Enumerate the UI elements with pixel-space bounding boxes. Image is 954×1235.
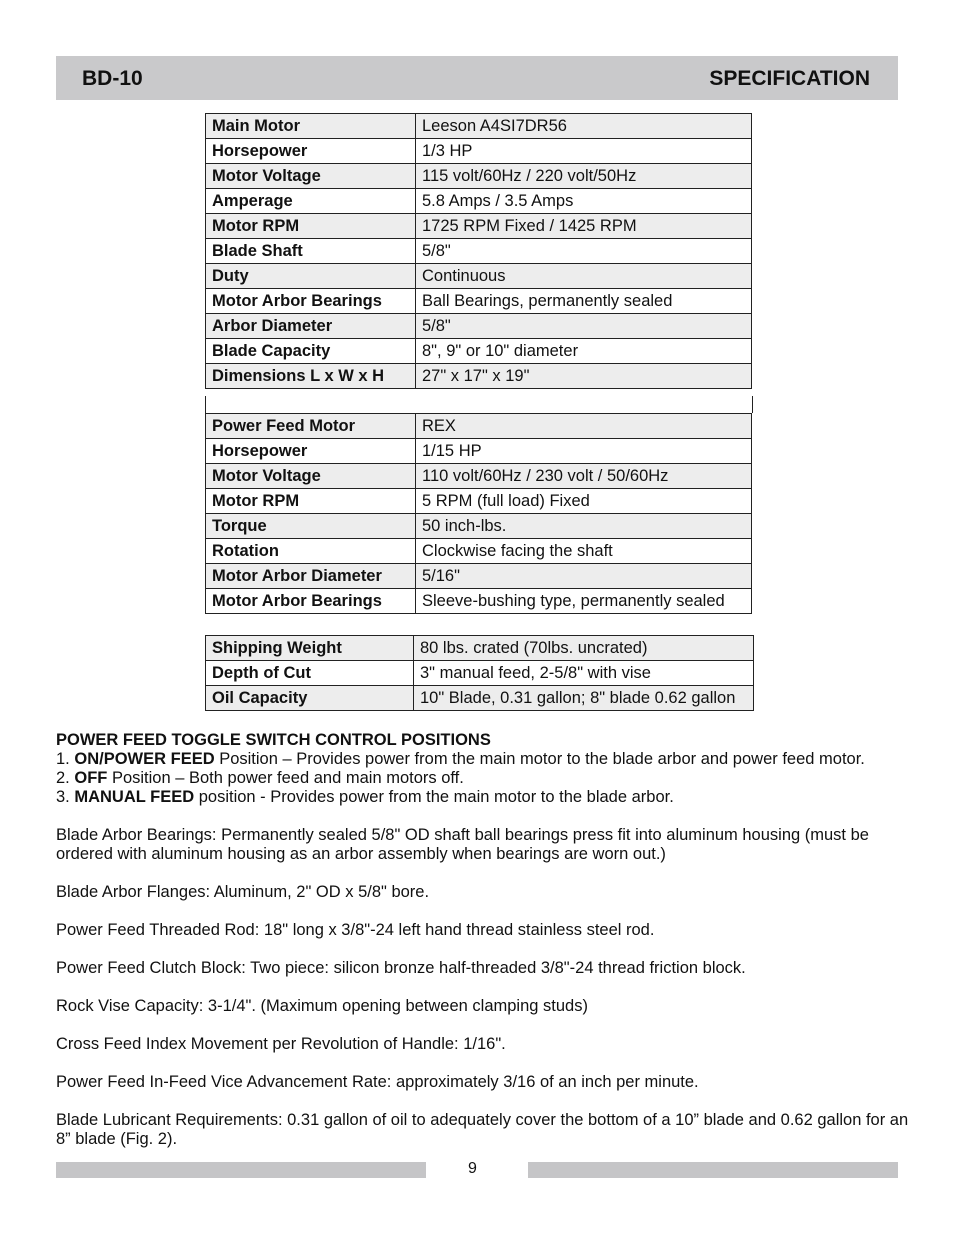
- spec-value: Continuous: [416, 264, 752, 289]
- spec-value: Sleeve-bushing type, permanently sealed: [416, 589, 752, 614]
- spec-value: 50 inch-lbs.: [416, 514, 752, 539]
- body-text: [56, 731, 916, 1149]
- model-name: BD-10: [82, 67, 143, 90]
- paragraph: Blade Lubricant Requirements: 0.31 gallon of oil to adequately cover the bottom of a 10” blade and 0.62 gallon for an 8” blade (Fig. 2).: [56, 1111, 909, 1148]
- toggle-heading: POWER FEED TOGGLE SWITCH CONTROL POSITIONS: [56, 731, 491, 749]
- spec-value: 5/8": [416, 314, 752, 339]
- table-row: [206, 439, 752, 464]
- table-row: [206, 139, 752, 164]
- table-row: [206, 164, 752, 189]
- toggle-item: [56, 750, 916, 769]
- spec-value: 5/8": [416, 239, 752, 264]
- spec-key: Blade Shaft: [206, 239, 416, 264]
- paragraph: Power Feed In-Feed Vice Advancement Rate: approximately 3/16 of an inch per minute.: [56, 1073, 699, 1091]
- spec-key: Rotation: [206, 539, 416, 564]
- spec-key: Horsepower: [206, 439, 416, 464]
- item-label: ON/POWER FEED: [74, 750, 215, 768]
- spec-key: Motor Voltage: [206, 164, 416, 189]
- table-row: [206, 539, 752, 564]
- spec-key: Amperage: [206, 189, 416, 214]
- toggle-item: [56, 788, 916, 807]
- spec-key: Motor Arbor Diameter: [206, 564, 416, 589]
- table-row: [206, 489, 752, 514]
- spec-value: 1/3 HP: [416, 139, 752, 164]
- table-row: [206, 464, 752, 489]
- spec-key: Motor RPM: [206, 214, 416, 239]
- paragraph: Power Feed Threaded Rod: 18" long x 3/8"-24 left hand thread stainless steel rod.: [56, 921, 655, 939]
- spec-key: Motor Arbor Bearings: [206, 589, 416, 614]
- spec-value: Leeson A4SI7DR56: [416, 114, 752, 139]
- table-row: [206, 314, 752, 339]
- spec-key: Oil Capacity: [206, 686, 414, 711]
- item-label: OFF: [74, 769, 108, 787]
- spec-value: 8", 9" or 10" diameter: [416, 339, 752, 364]
- spec-value: 10" Blade, 0.31 gallon; 8" blade 0.62 gallon: [414, 686, 754, 711]
- table-row: [206, 686, 754, 711]
- table-row: [206, 239, 752, 264]
- toggle-item: [56, 769, 916, 788]
- item-text: position - Provides power from the main motor to the blade arbor.: [194, 788, 674, 806]
- table-row: [206, 289, 752, 314]
- spec-key: Depth of Cut: [206, 661, 414, 686]
- table-row: [206, 339, 752, 364]
- shipping-spec-table: [205, 635, 754, 711]
- item-number: 2.: [56, 769, 75, 787]
- table-row: [206, 364, 752, 389]
- table-row: [206, 264, 752, 289]
- spec-key: Motor Voltage: [206, 464, 416, 489]
- table-row: [206, 564, 752, 589]
- footer-bar-left: [56, 1162, 426, 1178]
- item-text: Position – Both power feed and main motors off.: [107, 769, 464, 787]
- table-row: [206, 661, 754, 686]
- table-row: [206, 414, 752, 439]
- spec-key: Main Motor: [206, 114, 416, 139]
- main-motor-spec-table: [205, 113, 752, 389]
- spec-value: 5.8 Amps / 3.5 Amps: [416, 189, 752, 214]
- spec-value: 1725 RPM Fixed / 1425 RPM: [416, 214, 752, 239]
- table-row: [206, 514, 752, 539]
- spec-value: Ball Bearings, permanently sealed: [416, 289, 752, 314]
- table-row: [206, 636, 754, 661]
- spec-value: 5 RPM (full load) Fixed: [416, 489, 752, 514]
- table-row: [206, 214, 752, 239]
- item-label: MANUAL FEED: [74, 788, 195, 806]
- power-feed-spec-table: [205, 413, 752, 614]
- item-number: 3.: [56, 788, 75, 806]
- paragraph: Blade Arbor Flanges: Aluminum, 2" OD x 5/8" bore.: [56, 883, 430, 901]
- spec-key: Power Feed Motor: [206, 414, 416, 439]
- item-number: 1.: [56, 750, 75, 768]
- spec-value: Clockwise facing the shaft: [416, 539, 752, 564]
- footer-bar-right: [528, 1162, 898, 1178]
- spec-key: Blade Capacity: [206, 339, 416, 364]
- spec-value: REX: [416, 414, 752, 439]
- section-title: SPECIFICATION: [709, 67, 870, 90]
- spec-value: 5/16": [416, 564, 752, 589]
- item-text: Position – Provides power from the main motor to the blade arbor and power feed motor.: [214, 750, 865, 768]
- page-number: 9: [468, 1160, 477, 1177]
- spec-key: Dimensions L x W x H: [206, 364, 416, 389]
- paragraph: Power Feed Clutch Block: Two piece: silicon bronze half-threaded 3/8"-24 thread friction block.: [56, 959, 746, 977]
- paragraph: Rock Vise Capacity: 3-1/4". (Maximum opening between clamping studs): [56, 997, 588, 1015]
- spec-key: Horsepower: [206, 139, 416, 164]
- spec-key: Torque: [206, 514, 416, 539]
- spec-value: 1/15 HP: [416, 439, 752, 464]
- table-row: [206, 114, 752, 139]
- spec-value: 80 lbs. crated (70lbs. uncrated): [414, 636, 754, 661]
- table-row: [206, 189, 752, 214]
- spec-value: 27" x 17" x 19": [416, 364, 752, 389]
- spec-key: Arbor Diameter: [206, 314, 416, 339]
- table-row: [206, 589, 752, 614]
- spec-key: Duty: [206, 264, 416, 289]
- table-spacer: [205, 396, 753, 413]
- page-header: [56, 56, 898, 100]
- paragraph: Cross Feed Index Movement per Revolution of Handle: 1/16".: [56, 1035, 506, 1053]
- paragraph: Blade Arbor Bearings: Permanently sealed 5/8" OD shaft ball bearings press fit into aluminum housing (must be ordered with aluminum housing as an arbor assembly when bearings are worn out.): [56, 826, 869, 863]
- spec-value: 115 volt/60Hz / 220 volt/50Hz: [416, 164, 752, 189]
- spec-value: 3" manual feed, 2-5/8" with vise: [414, 661, 754, 686]
- spec-key: Shipping Weight: [206, 636, 414, 661]
- spec-key: Motor RPM: [206, 489, 416, 514]
- spec-key: Motor Arbor Bearings: [206, 289, 416, 314]
- spec-value: 110 volt/60Hz / 230 volt / 50/60Hz: [416, 464, 752, 489]
